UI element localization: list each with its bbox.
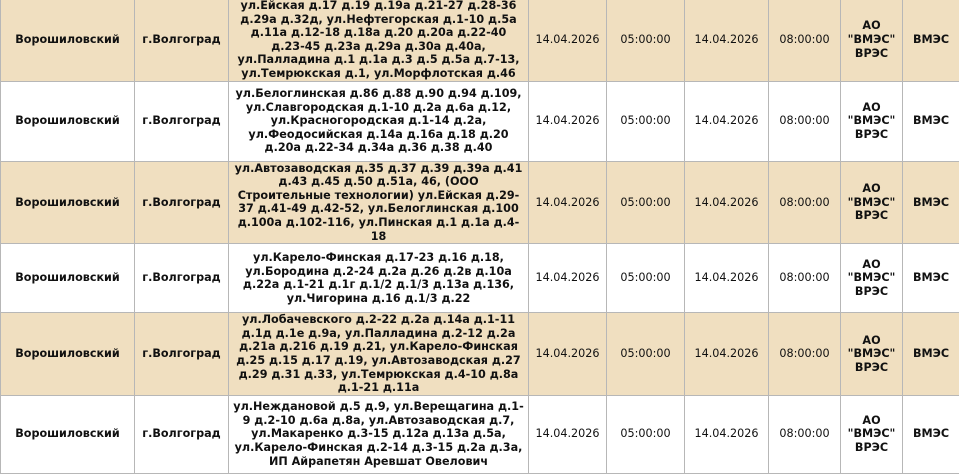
network-cell: ВМЭС <box>903 81 959 161</box>
district-cell: Ворошиловский <box>1 313 135 396</box>
network-cell: ВМЭС <box>903 313 959 396</box>
network-cell: ВМЭС <box>903 0 959 81</box>
table-row <box>1 0 959 81</box>
table-row <box>1 81 959 161</box>
district-cell: Ворошиловский <box>1 0 135 81</box>
address-cell: ул.Автозаводская д.35 д.37 д.39 д.39а д.41 д.43 д.45 д.50 д.51а, 46, (ООО Строительные технологии) ул.Ейская д.29-37 д.41-49 д.42-52, ул.Белоглинская д.100 д.100а д.102-116, ул.Пинская д.1 д.1а д.4-18 <box>229 161 529 244</box>
start-time-cell: 05:00:00 <box>607 395 685 473</box>
end-date-cell: 14.04.2026 <box>685 0 769 81</box>
start-date-cell: 14.04.2026 <box>529 81 607 161</box>
city-cell: г.Волгоград <box>135 395 229 473</box>
start-time-cell: 05:00:00 <box>607 161 685 244</box>
start-time-cell: 05:00:00 <box>607 244 685 313</box>
organization-cell: АО "ВМЭС" ВРЭС <box>841 161 903 244</box>
organization-cell: АО "ВМЭС" ВРЭС <box>841 244 903 313</box>
end-date-cell: 14.04.2026 <box>685 395 769 473</box>
district-cell: Ворошиловский <box>1 161 135 244</box>
end-date-cell: 14.04.2026 <box>685 244 769 313</box>
table-row <box>1 161 959 244</box>
district-cell: Ворошиловский <box>1 81 135 161</box>
end-date-cell: 14.04.2026 <box>685 81 769 161</box>
city-cell: г.Волгоград <box>135 81 229 161</box>
start-date-cell: 14.04.2026 <box>529 0 607 81</box>
end-date-cell: 14.04.2026 <box>685 161 769 244</box>
table-row <box>1 395 959 473</box>
table-body <box>1 0 959 473</box>
city-cell: г.Волгоград <box>135 244 229 313</box>
address-cell: ул.Белоглинская д.86 д.88 д.90 д.94 д.109, ул.Славгородская д.1-10 д.2а д.6а д.12, ул.Красногородская д.1-14 д.2а, ул.Феодосийская д.14а д.16а д.18 д.20 д.20а д.22-34 д.34а д.36 д.38 д.40 <box>229 81 529 161</box>
start-time-cell: 05:00:00 <box>607 81 685 161</box>
organization-cell: АО "ВМЭС" ВРЭС <box>841 81 903 161</box>
city-cell: г.Волгоград <box>135 313 229 396</box>
network-cell: ВМЭС <box>903 161 959 244</box>
end-time-cell: 08:00:00 <box>769 313 841 396</box>
district-cell: Ворошиловский <box>1 244 135 313</box>
address-cell: ул.Карело-Финская д.17-23 д.16 д.18, ул.Бородина д.2-24 д.2а д.26 д.2в д.10а д.22а д.1-21 д.1г д.1/2 д.1/3 д.13а д.136, ул.Чигорина д.16 д.1/3 д.22 <box>229 244 529 313</box>
start-time-cell: 05:00:00 <box>607 0 685 81</box>
organization-cell: АО "ВМЭС" ВРЭС <box>841 0 903 81</box>
start-time-cell: 05:00:00 <box>607 313 685 396</box>
start-date-cell: 14.04.2026 <box>529 395 607 473</box>
table-row <box>1 313 959 396</box>
district-cell: Ворошиловский <box>1 395 135 473</box>
end-time-cell: 08:00:00 <box>769 244 841 313</box>
address-cell: ул.Неждановой д.5 д.9, ул.Верещагина д.1-9 д.2-10 д.6а д.8а, ул.Автозаводская д.7, ул.Макаренко д.3-15 д.12а д.13а д.5а, ул.Карело-Финская д.2-14 д.3-15 д.2а д.3а, ИП Айрапетян Аревшат Овелович <box>229 395 529 473</box>
start-date-cell: 14.04.2026 <box>529 161 607 244</box>
start-date-cell: 14.04.2026 <box>529 244 607 313</box>
organization-cell: АО "ВМЭС" ВРЭС <box>841 313 903 396</box>
network-cell: ВМЭС <box>903 244 959 313</box>
city-cell: г.Волгоград <box>135 0 229 81</box>
organization-cell: АО "ВМЭС" ВРЭС <box>841 395 903 473</box>
end-time-cell: 08:00:00 <box>769 81 841 161</box>
end-date-cell: 14.04.2026 <box>685 313 769 396</box>
end-time-cell: 08:00:00 <box>769 0 841 81</box>
network-cell: ВМЭС <box>903 395 959 473</box>
city-cell: г.Волгоград <box>135 161 229 244</box>
end-time-cell: 08:00:00 <box>769 395 841 473</box>
start-date-cell: 14.04.2026 <box>529 313 607 396</box>
address-cell: ул.Лобачевского д.2-22 д.2а д.14а д.1-11 д.1д д.1е д.9а, ул.Палладина д.2-12 д.2а д.21а д.216 д.19 д.21, ул.Карело-Финская д.25 д.15 д.17 д.19, ул.Автозаводская д.27 д.29 д.31 д.33, ул.Темрюкская д.4-10 д.8а д.1-21 д.11а <box>229 313 529 396</box>
address-cell: ул.Ейская д.17 д.19 д.19а д.21-27 д.28-36 д.29а д.32д, ул.Нефтегорская д.1-10 д.5а д.11а д.12-18 д.18а д.20 д.20а д.22-40 д.23-45 д.23а д.29а д.30а д.40а, ул.Палладина д.1 д.1а д.3 д.5 д.5а д.7-13, ул.Темрюкская д.1, ул.Морфлотская д.46 <box>229 0 529 81</box>
end-time-cell: 08:00:00 <box>769 161 841 244</box>
table-row <box>1 244 959 313</box>
